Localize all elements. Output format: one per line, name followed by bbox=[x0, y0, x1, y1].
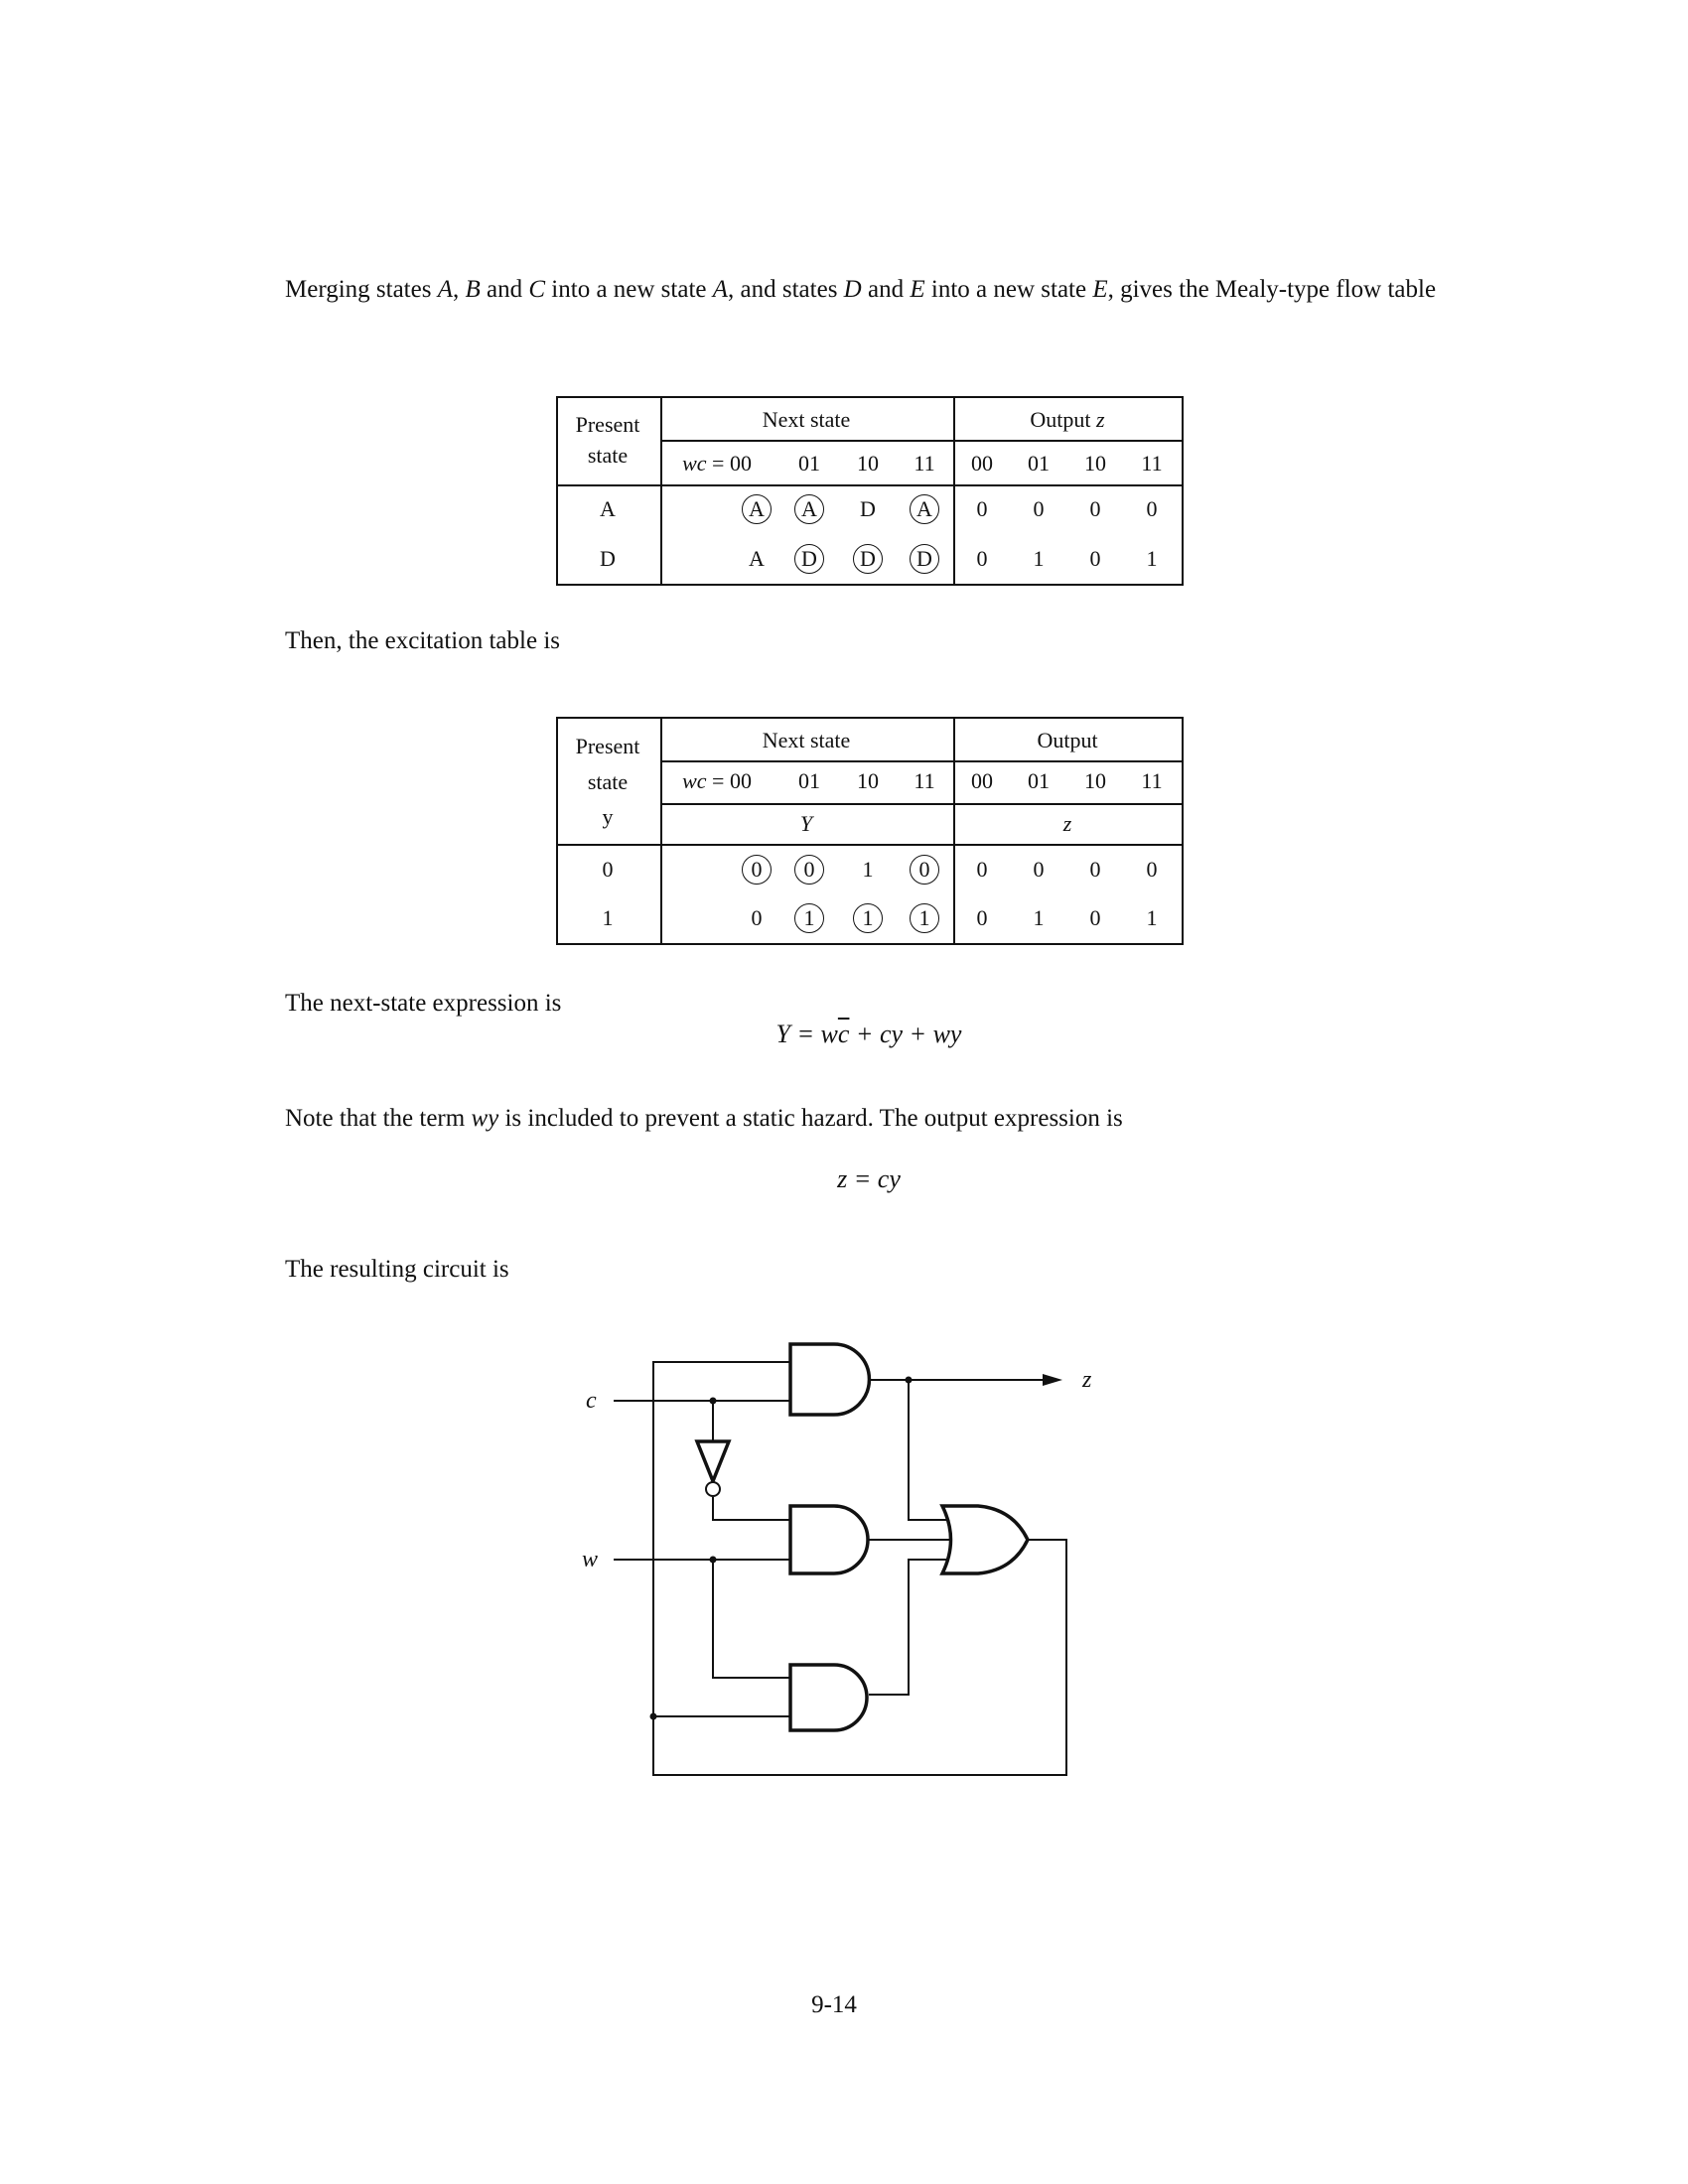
present-state-cell: A bbox=[600, 496, 616, 521]
output-cell: 1 bbox=[1146, 546, 1158, 571]
output-var-label: z bbox=[1062, 811, 1072, 836]
stable-state-cell: 1 bbox=[910, 903, 939, 933]
stable-state-cell: D bbox=[853, 544, 883, 574]
output-cell: 0 bbox=[976, 496, 988, 521]
text-segment: Note that the term bbox=[285, 1105, 472, 1132]
stable-state-cell: 0 bbox=[794, 855, 824, 885]
page-number: 9-14 bbox=[811, 1991, 857, 2018]
stable-state-cell: A bbox=[794, 494, 824, 524]
and-gate-3 bbox=[790, 1665, 867, 1730]
text-segment: A bbox=[712, 276, 729, 303]
next-var-label: Y bbox=[799, 811, 813, 836]
stable-state-cell: 0 bbox=[910, 855, 939, 885]
arrow-head-icon bbox=[1043, 1374, 1062, 1386]
next-column-header: 11 bbox=[914, 768, 935, 793]
next-column-header: 01 bbox=[798, 451, 820, 476]
or-gate bbox=[942, 1506, 1028, 1573]
stable-state-cell: 1 bbox=[853, 903, 883, 933]
stable-state-cell: A bbox=[742, 494, 772, 524]
wc-column-header: wc = 00 bbox=[682, 768, 752, 793]
circuit-intro: The resulting circuit is bbox=[285, 1256, 509, 1283]
eq-c-bar: $\overline{c}$ bbox=[837, 1020, 850, 1048]
next-column-header: 11 bbox=[914, 451, 935, 476]
output-equation: z = cy bbox=[837, 1164, 901, 1193]
next-state-header: Next state bbox=[762, 728, 851, 752]
input-w-label: w bbox=[582, 1547, 599, 1572]
present-state-cell: 0 bbox=[602, 857, 614, 882]
output-column-header: 00 bbox=[971, 768, 993, 793]
output-cell: 0 bbox=[976, 857, 988, 882]
text-segment: wy bbox=[471, 1105, 499, 1132]
and-gate-1 bbox=[790, 1344, 869, 1415]
stable-state-cell: A bbox=[910, 494, 939, 524]
input-c-label: c bbox=[586, 1388, 597, 1414]
text-segment: E bbox=[1092, 276, 1108, 303]
junction-dot bbox=[650, 1713, 657, 1720]
text-segment: D bbox=[843, 276, 862, 303]
text-segment: E bbox=[910, 276, 925, 303]
output-cell: 0 bbox=[1089, 905, 1101, 930]
output-cell: 1 bbox=[1033, 905, 1045, 930]
present-state-header: Present bbox=[575, 734, 640, 758]
output-column-header: 11 bbox=[1141, 451, 1163, 476]
inverter-bubble bbox=[706, 1482, 720, 1496]
output-column-header: 00 bbox=[971, 451, 993, 476]
output-column-header: 10 bbox=[1084, 768, 1106, 793]
output-cell: 0 bbox=[1089, 857, 1101, 882]
next-state-intro: The next-state expression is bbox=[285, 990, 562, 1017]
next-state-header: Next state bbox=[762, 407, 851, 432]
next-column-header: 10 bbox=[857, 768, 879, 793]
next-state-cell: 1 bbox=[862, 857, 874, 882]
next-state-cell: A bbox=[749, 546, 765, 571]
text-segment: and bbox=[861, 276, 911, 303]
output-header: Output bbox=[1037, 728, 1098, 752]
output-header: Output z bbox=[1030, 407, 1105, 432]
text-segment: C bbox=[528, 276, 546, 303]
present-state-header: state bbox=[587, 769, 629, 794]
and3-to-or-wire bbox=[869, 1560, 949, 1695]
text-segment: is included to prevent a static hazard. The output expression is bbox=[498, 1105, 1123, 1132]
output-cell: 0 bbox=[1146, 857, 1158, 882]
w-to-and3-wire bbox=[713, 1560, 790, 1678]
text-segment: into a new state bbox=[545, 276, 713, 303]
and1-to-or-wire bbox=[909, 1380, 949, 1520]
text-segment: and bbox=[480, 276, 529, 303]
stable-state-cell: 1 bbox=[794, 903, 824, 933]
text-segment: Merging states bbox=[285, 276, 438, 303]
junction-dot bbox=[710, 1398, 717, 1405]
text-segment: , gives the Mealy-type flow table bbox=[1107, 276, 1437, 303]
output-cell: 0 bbox=[1089, 546, 1101, 571]
present-state-cell: 1 bbox=[602, 905, 614, 930]
output-column-header: 11 bbox=[1141, 768, 1163, 793]
output-cell: 0 bbox=[1146, 496, 1158, 521]
output-cell: 0 bbox=[1033, 857, 1045, 882]
output-cell: 0 bbox=[1033, 496, 1045, 521]
output-z-label: z bbox=[1082, 1367, 1092, 1393]
output-column-header: 10 bbox=[1084, 451, 1106, 476]
next-column-header: 01 bbox=[798, 768, 820, 793]
text-segment: A bbox=[437, 276, 453, 303]
text-segment: B bbox=[465, 276, 481, 303]
text-segment: into a new state bbox=[924, 276, 1093, 303]
and-gate-2 bbox=[790, 1506, 868, 1573]
stable-state-cell: D bbox=[910, 544, 939, 574]
output-column-header: 01 bbox=[1028, 451, 1050, 476]
output-cell: 0 bbox=[976, 905, 988, 930]
next-state-cell: D bbox=[860, 496, 876, 521]
junction-dot bbox=[710, 1557, 717, 1564]
stable-state-cell: 0 bbox=[742, 855, 772, 885]
next-state-cell: 0 bbox=[751, 905, 763, 930]
output-cell: 1 bbox=[1033, 546, 1045, 571]
output-cell: 1 bbox=[1146, 905, 1158, 930]
stable-state-cell: D bbox=[794, 544, 824, 574]
wc-column-header: wc = 00 bbox=[682, 451, 752, 476]
text-segment: , bbox=[452, 276, 466, 303]
text-segment: , and states bbox=[728, 276, 844, 303]
next-column-header: 10 bbox=[857, 451, 879, 476]
present-state-header: y bbox=[602, 804, 614, 829]
present-state-header: state bbox=[587, 443, 629, 468]
inverter-out-wire bbox=[713, 1497, 790, 1520]
present-state-cell: D bbox=[600, 546, 616, 571]
eq-part: + cy + wy bbox=[849, 1020, 962, 1048]
present-state-header: Present bbox=[575, 412, 640, 437]
output-cell: 0 bbox=[1089, 496, 1101, 521]
eq-part: Y = w bbox=[775, 1020, 838, 1048]
output-cell: 0 bbox=[976, 546, 988, 571]
output-column-header: 01 bbox=[1028, 768, 1050, 793]
junction-dot bbox=[906, 1377, 913, 1384]
excitation-intro: Then, the excitation table is bbox=[285, 627, 560, 654]
inverter bbox=[697, 1441, 729, 1481]
